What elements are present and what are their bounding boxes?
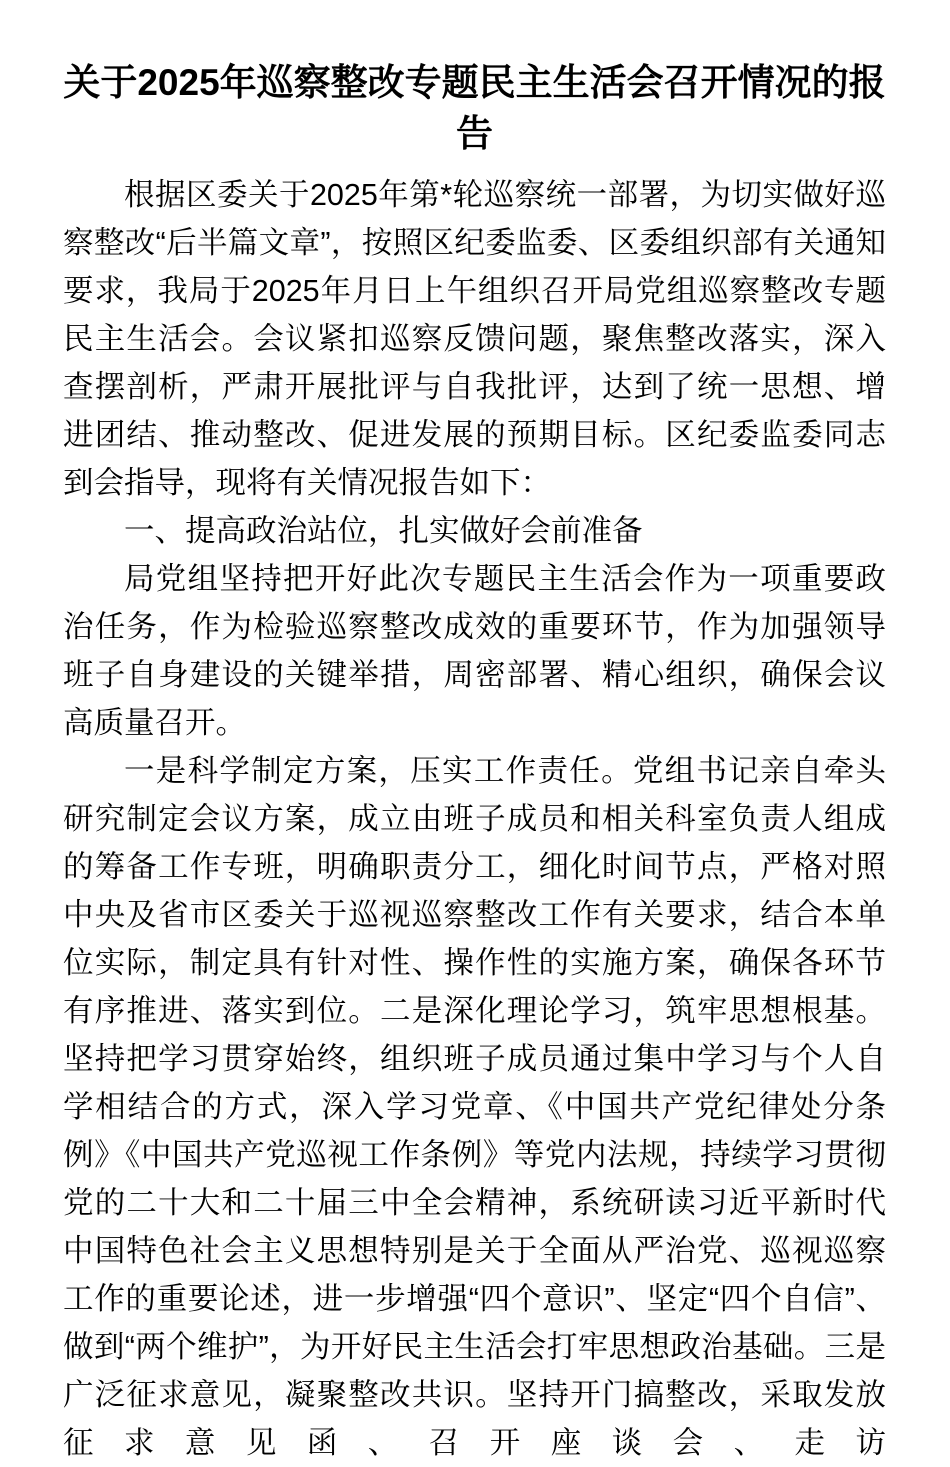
page-title: 关于2025年巡察整改专题民主生活会召开情况的报告 <box>63 62 886 154</box>
paragraph-body-1: 局党组坚持把开好此次专题民主生活会作为一项重要政治任务，作为检验巡察整改成效的重要环节，作为加强领导班子自身建设的关键举措，周密部署、精心组织，确保会议高质量召开。 <box>63 562 886 740</box>
document-content <box>63 0 886 1467</box>
paragraph-body-2: 一是科学制定方案，压实工作责任。党组书记亲自牵头研究制定会议方案，成立由班子成员和相关科室负责人组成的筹备工作专班，明确职责分工，细化时间节点，严格对照中央及省市区委关于巡视巡察整改工作有关要求，结合本单位实际，制定具有针对性、操作性的实施方案，确保各环节有序推进、落实到位。二是深化理论学习，筑牢思想根基。坚持把学习贯穿始终，组织班子成员通过集中学习与个人自学相结合的方式，深入学习党章、《中国共产党纪律处分条例》《中国共产党巡视工作条例》等党内法规，持续学习贯彻党的二十大和二十届三中全会精神，系统研读习近平新时代中国特色社会主义思想特别是关于全面从严治党、巡视巡察工作的重要论述，进一步增强“四个意识”、坚定“四个自信”、做到“两个维护”，为开好民主生活会打牢思想政治基础。三是广泛征求意见，凝聚整改共识。坚持开门搞整改，采取发放征求意见函、召开座谈会、走访 <box>63 754 886 1460</box>
section-heading-1: 一、提高政治站位，扎实做好会前准备 <box>124 514 643 548</box>
paragraph-intro: 根据区委关于2025年第*轮巡察统一部署，为切实做好巡察整改“后半篇文章”，按照区纪委监委、区委组织部有关通知要求，我局于2025年月日上午组织召开局党组巡察整改专题民主生活会。会议紧扣巡察反馈问题，聚焦整改落实，深入查摆剖析，严肃开展批评与自我批评，达到了统一思想、增进团结、推动整改、促进发展的预期目标。区纪委监委同志到会指导，现将有关情况报告如下： <box>63 178 886 500</box>
